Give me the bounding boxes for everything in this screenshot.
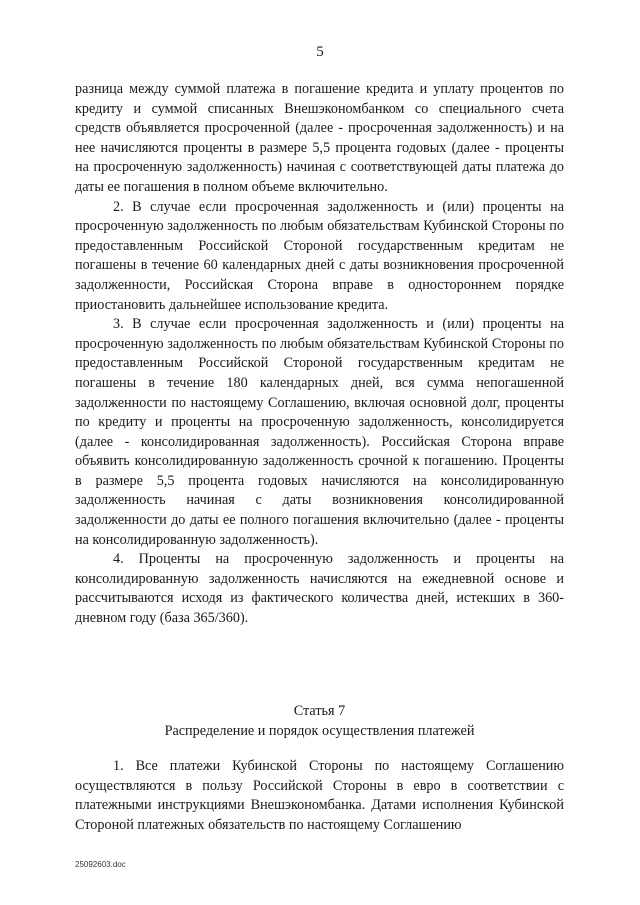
paragraph-clause-4: 4. Проценты на просроченную задолженность и проценты на консолидированную задолженность начисляются на ежедневной основе и рассчитываются исходя из фактического количества дней, истекших в 360-дневном году (база 365/360).: [75, 551, 564, 627]
paragraph-continuation: разница между суммой платежа в погашение кредита и уплату процентов по кредиту и суммой списанных Внешэкономбанком со специального счета средств объявляется просроченной (далее - просроченная задолженность) и на нее начисляются проценты в размере 5,5 процента годовых (далее - проценты на просроченную задолженность) начиная с соответствующей даты платежа до даты ее погашения в полном объеме включительно.: [75, 81, 564, 195]
article-subheading: Распределение и порядок осуществления платежей: [164, 722, 475, 739]
footer-filename: 25092603.doc: [75, 860, 126, 869]
paragraph-clause-2: 2. В случае если просроченная задолженность и (или) проценты на просроченную задолженность по любым обязательствам Кубинской Стороны по предоставленным Российской Стороной государственным кредитам не погашены в течение 60 календарных дней с даты возникновения просроченной задолженности, Российская Сторона вправе в одностороннем порядке приостановить дальнейшее использование кредита.: [75, 198, 564, 313]
document-body: [75, 80, 564, 629]
article-heading: Статья 7: [293, 703, 346, 719]
article-body: [75, 757, 564, 835]
article-header: [75, 702, 564, 741]
page-number: 5: [316, 44, 324, 60]
article-paragraph-1: 1. Все платежи Кубинской Стороны по настоящему Соглашению осуществляются в пользу Российской Стороны в евро в соответствии с платежными инструкциями Внешэкономбанка. Датами исполнения Кубинской Стороной платежных обязательств по настоящему Соглашению: [75, 758, 564, 833]
paragraph-clause-3: 3. В случае если просроченная задолженность и (или) проценты на просроченную задолженность по любым обязательствам Кубинской Стороны по предоставленным Российской Стороной государственным кредитам не погашены в течение 180 календарных дней, вся сумма непогашенной задолженности по настоящему Соглашению, включая основной долг, проценты по кредиту и проценты на просроченную задолженность, консолидируется (далее - консолидированная задолженность). Российская Сторона вправе объявить консолидированную задолженность срочной к погашению. Проценты в размере 5,5 процента годовых начисляются на консолидированную задолженность начиная с даты возникновения консолидированной задолженности до даты ее полного погашения включительно (далее - проценты на консолидированную задолженность).: [75, 316, 564, 548]
